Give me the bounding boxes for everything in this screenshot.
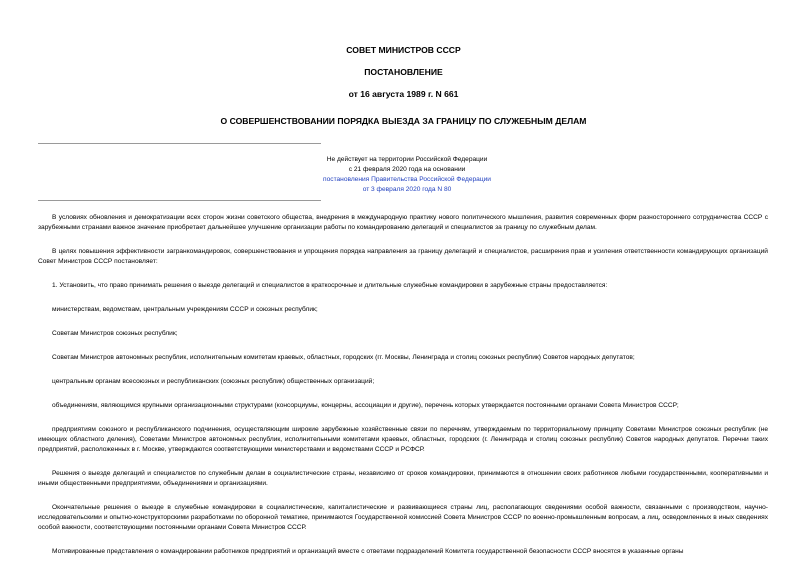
- status-line-1: Не действует на территории Российской Федерации: [326, 156, 488, 163]
- issuer-heading: СОВЕТ МИНИСТРОВ СССР: [346, 45, 461, 55]
- paragraph: министерствам, ведомствам, центральным учреждениям СССР и союзных республик;: [52, 306, 318, 313]
- date-number-heading: от 16 августа 1989 г. N 661: [348, 89, 459, 99]
- paragraph: В условиях обновления и демократизации всех сторон жизни советского общества, внедрения в международную практику нового политического мышления, развития современных форм разностороннего сотрудничества СССР с зарубежными странами важное значение приобретает дальнейшее улучшение организации работы по командированию делегаций и специалистов за границу по служебным делам.: [38, 214, 768, 231]
- document-title: О СОВЕРШЕНСТВОВАНИИ ПОРЯДКА ВЫЕЗДА ЗА ГРАНИЦУ ПО СЛУЖЕБНЫМ ДЕЛАМ: [220, 116, 587, 126]
- document-body: [38, 213, 768, 557]
- repeal-decree-date-link[interactable]: от 3 февраля 2020 года N 80: [362, 186, 452, 193]
- top-divider: [38, 143, 321, 144]
- document-type-heading: ПОСТАНОВЛЕНИЕ: [364, 67, 443, 77]
- paragraph: Окончательные решения о выезде в служебные командировки в социалистические, капиталистические и развивающиеся страны лиц, располагающих сведениями особой важности, связанными с производством, научно-исследовательскими и опытно-конструкторскими разработками по оборонной тематике, принимаются Государственной комиссией Совета Министров СССР по военно-промышленным вопросам, а лиц, осведомленных в иных сведениях особой важности, соответствующими постоянными органами Совета Министров СССР.: [38, 504, 768, 531]
- bottom-divider: [38, 200, 321, 201]
- status-link-line-2[interactable]: [270, 185, 544, 195]
- paragraph: Мотивированные представления о командировании работников предприятий и организаций вместе с ответами подразделений Комитета государственной безопасности СССР вносятся в указанные органы: [52, 548, 684, 555]
- paragraph: Советам Министров автономных республик, исполнительным комитетам краевых, областных, городских (гг. Москвы, Ленинграда и столиц союзных республик) Советов народных депутатов;: [52, 354, 635, 361]
- paragraph: В целях повышения эффективности загранкомандировок, совершенствования и упрощения порядка направления за границу делегаций и специалистов, расширения прав и усиления ответственности командирующих организаций Совет Министров СССР постановляет:: [38, 248, 768, 265]
- paragraph: центральным органам всесоюзных и республиканских (союзных республик) общественных организаций;: [52, 378, 375, 385]
- status-link-line-1[interactable]: [270, 175, 544, 185]
- paragraph: Советам Министров союзных республик;: [52, 330, 178, 337]
- paragraph: предприятиям союзного и республиканского подчинения, осуществляющим широкие зарубежные хозяйственные связи по перечням, утверждаемым по территориальному принципу Советами Министров союзных республик (не имеющих областного деления), Советами Министров автономных республик, исполнительными комитетами краевых, областных, городских (г. Ленинграда и столиц союзных республик) Советов народных депутатов. Перечни таких предприятий, расположенных в г. Москве, утверждаются соответствующими министерствами и ведомствами СССР и РСФСР.: [38, 426, 768, 453]
- paragraph: Решения о выезде делегаций и специалистов по служебным делам в социалистические страны, независимо от сроков командировки, принимаются в отношении своих работников любыми государственными, кооперативными и иными общественными предприятиями, объединениями и организациями.: [38, 470, 768, 487]
- paragraph: объединениям, являющимся крупными организационными структурами (консорциумы, концерны, ассоциации и другие), перечень которых утверждается постоянными органами Совета Министров СССР;: [52, 402, 679, 409]
- repeal-decree-link[interactable]: постановления Правительства Российской Федерации: [323, 176, 491, 183]
- status-line-2: с 21 февраля 2020 года на основании: [348, 166, 466, 173]
- paragraph: 1. Установить, что право принимать решения о выезде делегаций и специалистов в краткосрочные и длительные служебные командировки в зарубежные страны предоставляется:: [52, 282, 608, 289]
